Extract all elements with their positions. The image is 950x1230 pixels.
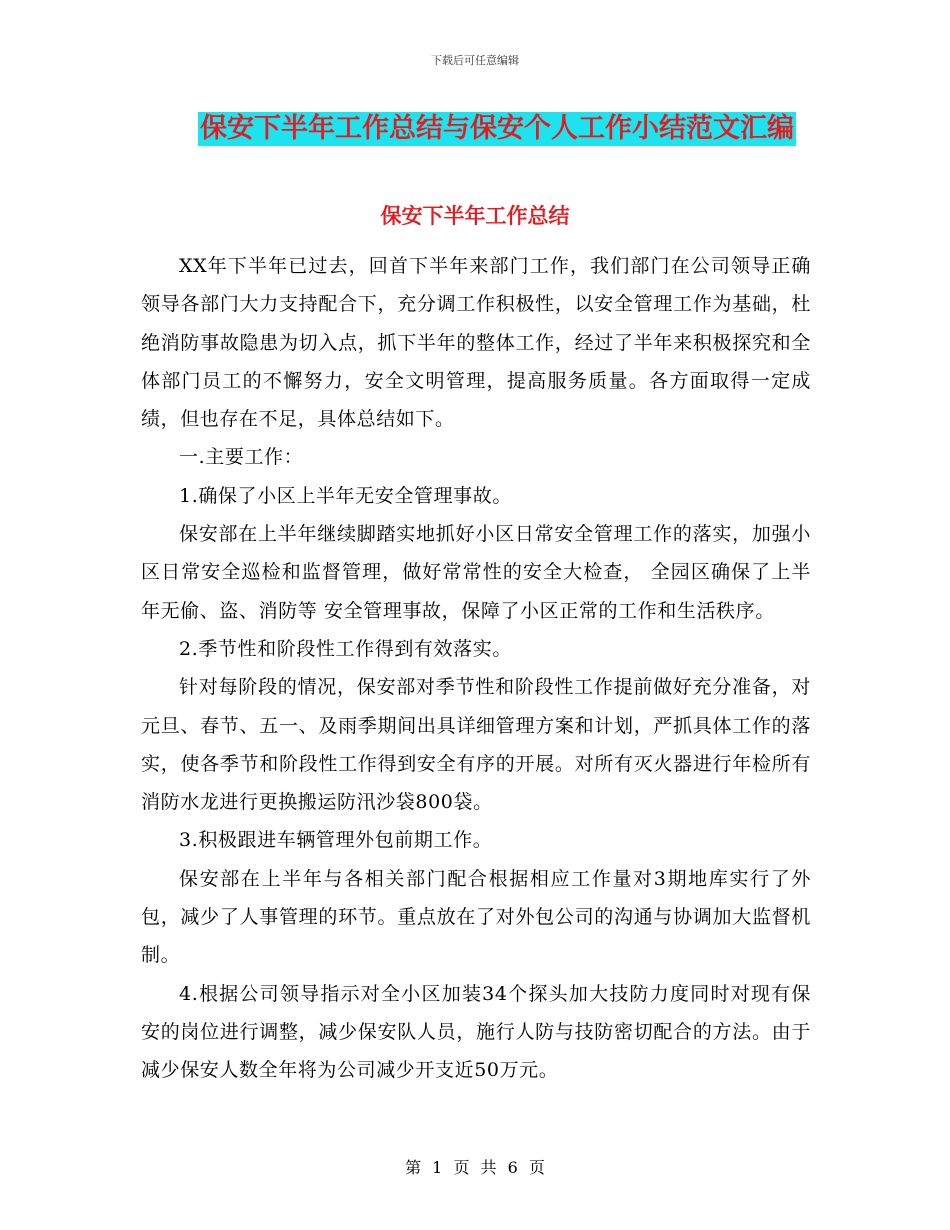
page-number-footer: 第 1 页 共 6 页 xyxy=(405,1158,545,1177)
document-body xyxy=(141,247,811,1090)
item-2-heading: 2.季节性和阶段性工作得到有效落实。 xyxy=(179,637,512,660)
item-1-heading: 1.确保了小区上半年无安全管理事故。 xyxy=(179,484,512,507)
paragraph-intro: XX年下半年已过去，回首下半年来部门工作，我们部门在公司领导正确领导各部门大力支持配合下，充分调工作积极性，以安全管理工作为基础，杜绝消防事故隐患为切入点，抓下半年的整体工作，经过了半年来积极探究和全体部门员工的不懈努力，安全文明管理，提高服务质量。各方面取得一定成绩，但也存在不足，具体总结如下。 xyxy=(141,255,811,431)
item-3-body: 保安部在上半年与各相关部门配合根据相应工作量对3期地库实行了外包，减少了人事管理的环节。重点放在了对外包公司的沟通与协调加大监督机制。 xyxy=(141,867,811,967)
header-note: 下载后可任意编辑 xyxy=(431,54,519,67)
section-title: 保安下半年工作总结 xyxy=(380,203,570,228)
item-4-body: 4.根据公司领导指示对全小区加装34个探头加大技防力度同时对现有保安的岗位进行调整，减少保安队人员，施行人防与技防密切配合的方法。由于减少保安人数全年将为公司减少开支近50万元。 xyxy=(141,982,811,1082)
heading-main-work: 一.主要工作： xyxy=(179,446,304,469)
item-2-body: 针对每阶段的情况，保安部对季节性和阶段性工作提前做好充分准备，对元旦、春节、五一、及雨季期间出具详细管理方案和计划，严抓具体工作的落实，使各季节和阶段性工作得到安全有序的开展。对所有灭火器进行年检所有消防水龙进行更换搬运防汛沙袋800袋。 xyxy=(141,676,811,814)
item-1-body: 保安部在上半年继续脚踏实地抓好小区日常安全管理工作的落实，加强小区日常安全巡检和监督管理，做好常常性的安全大检查， 全园区确保了上半年无偷、盗、消防等 安全管理事故，保障了小区正常的工作和生活秩序。 xyxy=(141,523,811,622)
main-title: 保安下半年工作总结与保安个人工作小结范文汇编 xyxy=(200,113,794,144)
item-3-heading: 3.积极跟进车辆管理外包前期工作。 xyxy=(179,829,493,852)
main-title-container xyxy=(0,112,950,146)
